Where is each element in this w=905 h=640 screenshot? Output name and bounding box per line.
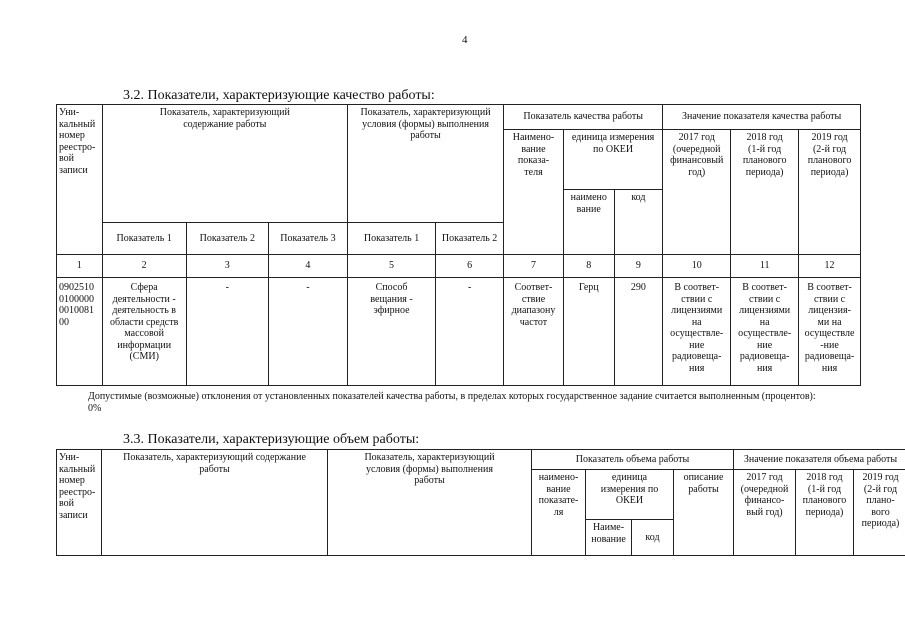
v-head-value-group: Значение показателя объема работы [734,450,905,470]
q-head-content-group: Показатель, характеризующий содержание работы [102,105,347,223]
q-col-num: 12 [799,255,861,278]
quality-section-title: 3.2. Показатели, характеризующие качество работы: [123,88,435,103]
v-head-conditions-group: Показатель, характеризующий условия (формы) выполнения работы [328,450,532,556]
q-cell-indicator: Соответ- ствие диапазону частот [504,278,564,386]
q-column-numbers-row [57,255,861,278]
q-cell-content-2: - [186,278,268,386]
q-head-indicator-name: Наимено- вание показа- теля [504,130,564,255]
v-head-volume-group: Показатель объема работы [532,450,734,470]
q-head-okei-unit: единица измерения по ОКЕИ [563,130,662,190]
q-head-unique-number: Уни- кальный номер реестро- вой записи [57,105,103,255]
q-col-num: 4 [268,255,347,278]
q-col-num: 6 [436,255,504,278]
q-col-num: 2 [102,255,186,278]
q-col-num: 11 [731,255,799,278]
table-row [57,278,861,386]
q-head-condition-indicator-1: Показатель 1 [347,223,435,255]
quality-deviation-note: Допустимые (возможные) отклонения от установленных показателей качества работы, в пределах которых государственное задание считается выполненным (процентов): 0% [88,391,816,414]
q-head-year-2019: 2019 год (2-й год планового периода) [799,130,861,255]
q-cell-value-2019: В соответ- ствии с лицензия- ми на осуществле -ние радиовеща- ния [799,278,861,386]
page-number: 4 [462,34,468,46]
q-cell-unit-name: Герц [563,278,614,386]
q-cell-value-2017: В соответ- ствии с лицензиями на осуществле- ние радиовеща- ния [663,278,731,386]
v-head-okei-name: Наиме- нование [586,520,632,556]
quality-table [56,104,861,386]
v-head-okei-unit: единица измерения по ОКЕИ [586,470,674,520]
volume-table [56,449,905,556]
v-head-year-2018: 2018 год (1-й год планового периода) [796,470,854,556]
q-head-content-indicator-2: Показатель 2 [186,223,268,255]
q-col-num: 8 [563,255,614,278]
q-col-num: 10 [663,255,731,278]
q-head-conditions-group: Показатель, характеризующий условия (формы) выполнения работы [347,105,503,223]
q-cell-content-3: - [268,278,347,386]
q-col-num: 3 [186,255,268,278]
v-head-year-2017: 2017 год (очередной финансо- вый год) [734,470,796,556]
v-head-year-2019: 2019 год (2-й год плано- вого периода) [854,470,905,556]
q-head-condition-indicator-2: Показатель 2 [436,223,504,255]
q-head-value-group: Значение показателя качества работы [663,105,861,130]
q-head-okei-name: наимено вание [563,190,614,255]
q-head-quality-group: Показатель качества работы [504,105,663,130]
q-col-num: 5 [347,255,435,278]
q-col-num: 9 [614,255,663,278]
q-col-num: 7 [504,255,564,278]
q-head-year-2017: 2017 год (очередной финансовый год) [663,130,731,255]
v-head-content-group: Показатель, характеризующий содержание работы [102,450,328,556]
q-cell-content-1: Сфера деятельности - деятельность в области средств массовой информации (СМИ) [102,278,186,386]
volume-section-title: 3.3. Показатели, характеризующие объем работы: [123,432,420,447]
q-cell-unique-number: 0902510 0100000 0010081 00 [57,278,103,386]
q-head-okei-code: код [614,190,663,255]
v-head-okei-code: код [632,520,674,556]
v-head-indicator-name: наимено- вание показате- ля [532,470,586,556]
q-cell-unit-code: 290 [614,278,663,386]
v-head-description: описание работы [674,470,734,556]
q-head-content-indicator-3: Показатель 3 [268,223,347,255]
q-head-year-2018: 2018 год (1-й год планового периода) [731,130,799,255]
q-cell-condition-1: Способ вещания - эфирное [347,278,435,386]
q-cell-value-2018: В соответ- ствии с лицензиями на осуществле- ние радиовеща- ния [731,278,799,386]
v-head-unique-number: Уни- кальный номер реестро- вой записи [57,450,102,556]
q-head-content-indicator-1: Показатель 1 [102,223,186,255]
q-col-num: 1 [57,255,103,278]
q-cell-condition-2: - [436,278,504,386]
